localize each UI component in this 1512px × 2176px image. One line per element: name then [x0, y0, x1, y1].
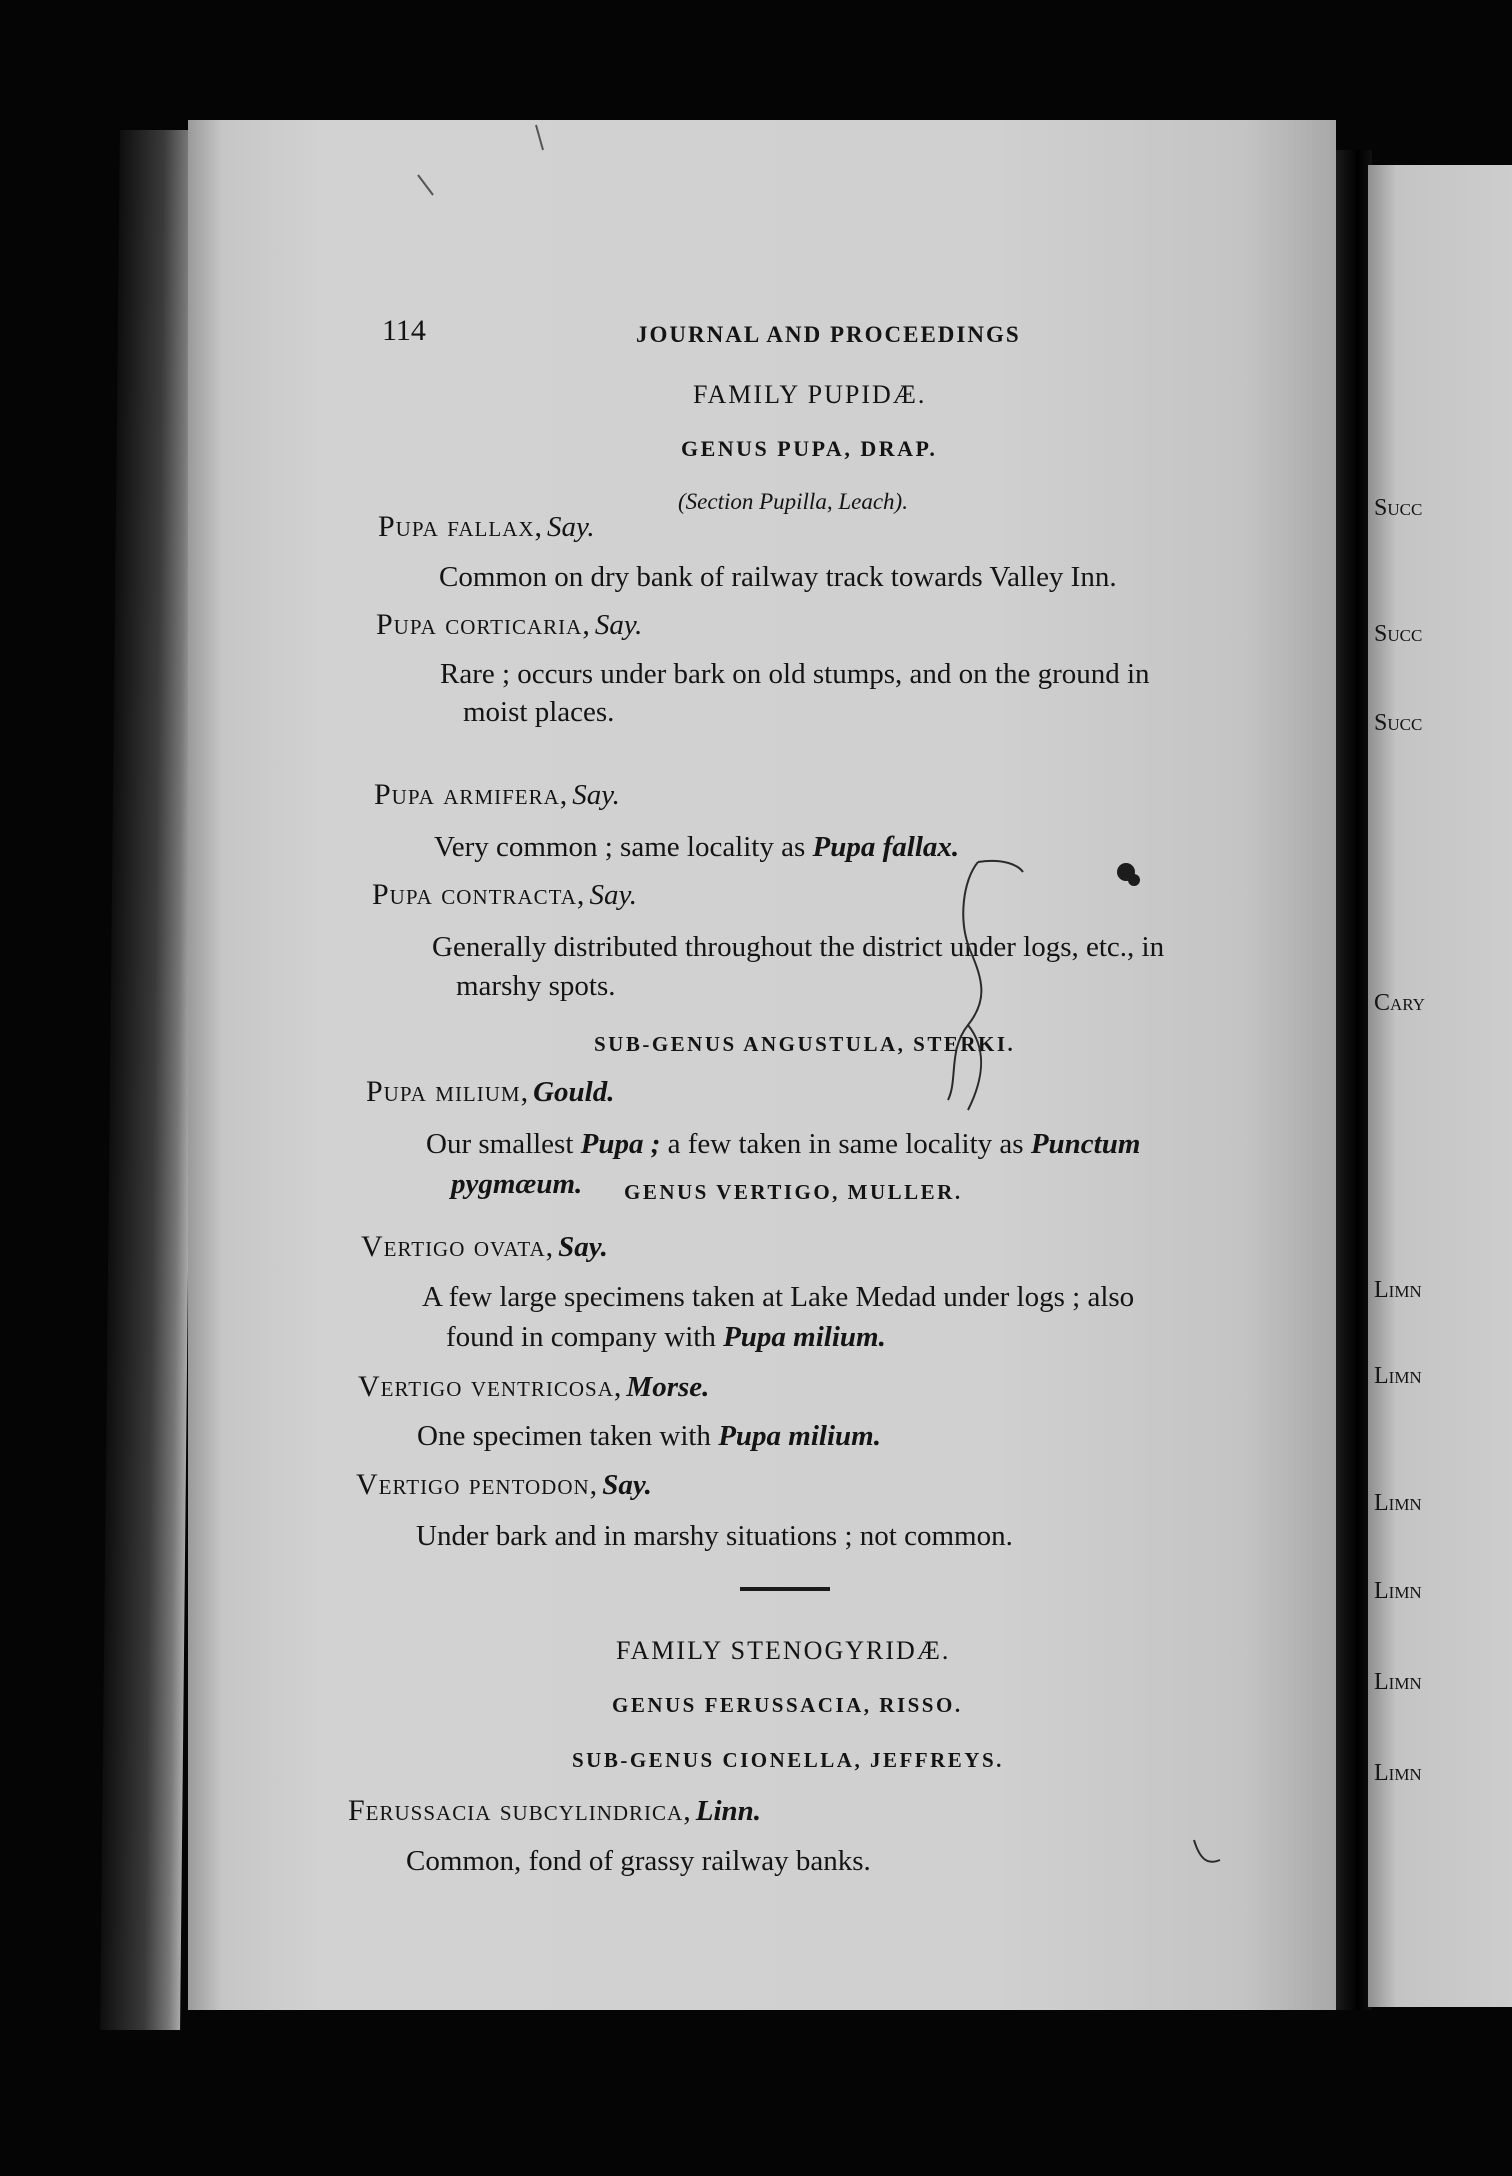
facing-page-text: Limn	[1374, 1363, 1422, 1389]
genus-heading: GENUS VERTIGO, MULLER.	[624, 1180, 963, 1204]
species-entry: Vertigo pentodon, Say.	[356, 1468, 652, 1501]
species-note: found in company with Pupa milium.	[446, 1321, 886, 1353]
section-heading: (Section Pupilla, Leach).	[678, 489, 908, 514]
species-entry: Vertigo ovata, Say.	[361, 1230, 608, 1263]
species-note: Very common ; same locality as Pupa fallax.	[434, 831, 960, 863]
species-note: Our smallest Pupa ; a few taken in same locality as Punctum	[426, 1128, 1141, 1160]
species-note: A few large specimens taken at Lake Medad under logs ; also	[422, 1281, 1135, 1313]
facing-page-text: Limn	[1374, 1669, 1422, 1695]
facing-page-text: Limn	[1374, 1578, 1422, 1604]
species-note: moist places.	[463, 696, 615, 728]
page-blemishes	[188, 120, 1336, 2010]
species-note: One specimen taken with Pupa milium.	[417, 1420, 881, 1452]
genus-heading: GENUS FERUSSACIA, RISSO.	[612, 1693, 963, 1717]
species-note: pygmæum.	[451, 1168, 583, 1200]
subgenus-heading: SUB-GENUS CIONELLA, JEFFREYS.	[572, 1748, 1004, 1772]
species-note: Generally distributed throughout the district under logs, etc., in	[432, 931, 1165, 963]
book-gutter	[1336, 150, 1372, 2010]
facing-page-text: Succ	[1374, 710, 1423, 736]
species-entry: Pupa milium, Gould.	[366, 1075, 615, 1108]
species-entry: Pupa fallax, Say.	[378, 510, 595, 543]
facing-page-text: Succ	[1374, 621, 1423, 647]
species-entry: Pupa contracta, Say.	[372, 878, 637, 911]
species-note: marshy spots.	[456, 970, 616, 1002]
facing-page-fragment	[1368, 165, 1512, 2007]
species-note: Common, fond of grassy railway banks.	[406, 1845, 871, 1877]
family-heading: FAMILY PUPIDÆ.	[693, 380, 927, 409]
facing-page-text: Cary	[1374, 990, 1425, 1016]
facing-page-text: Succ	[1374, 495, 1423, 521]
genus-heading: GENUS PUPA, DRAP.	[681, 436, 938, 461]
running-title: JOURNAL AND PROCEEDINGS	[636, 322, 1021, 347]
species-note: Common on dry bank of railway track towards Valley Inn.	[439, 561, 1117, 593]
page-stack-edge	[100, 130, 200, 2030]
species-entry: Pupa corticaria, Say.	[376, 608, 643, 641]
species-note: Under bark and in marshy situations ; not common.	[416, 1520, 1013, 1552]
subgenus-heading: SUB-GENUS ANGUSTULA, STERKI.	[594, 1032, 1016, 1056]
facing-page-text: Limn	[1374, 1760, 1422, 1786]
page-number: 114	[382, 314, 426, 347]
species-entry: Vertigo ventricosa, Morse.	[358, 1370, 710, 1403]
species-entry: Pupa armifera, Say.	[374, 778, 620, 811]
book-page	[188, 120, 1336, 2010]
species-entry: Ferussacia subcylindrica, Linn.	[348, 1794, 762, 1827]
species-note: Rare ; occurs under bark on old stumps, and on the ground in	[440, 658, 1150, 690]
family-heading: FAMILY STENOGYRIDÆ.	[616, 1636, 951, 1665]
facing-page-text: Limn	[1374, 1490, 1422, 1516]
facing-page-text: Limn	[1374, 1277, 1422, 1303]
